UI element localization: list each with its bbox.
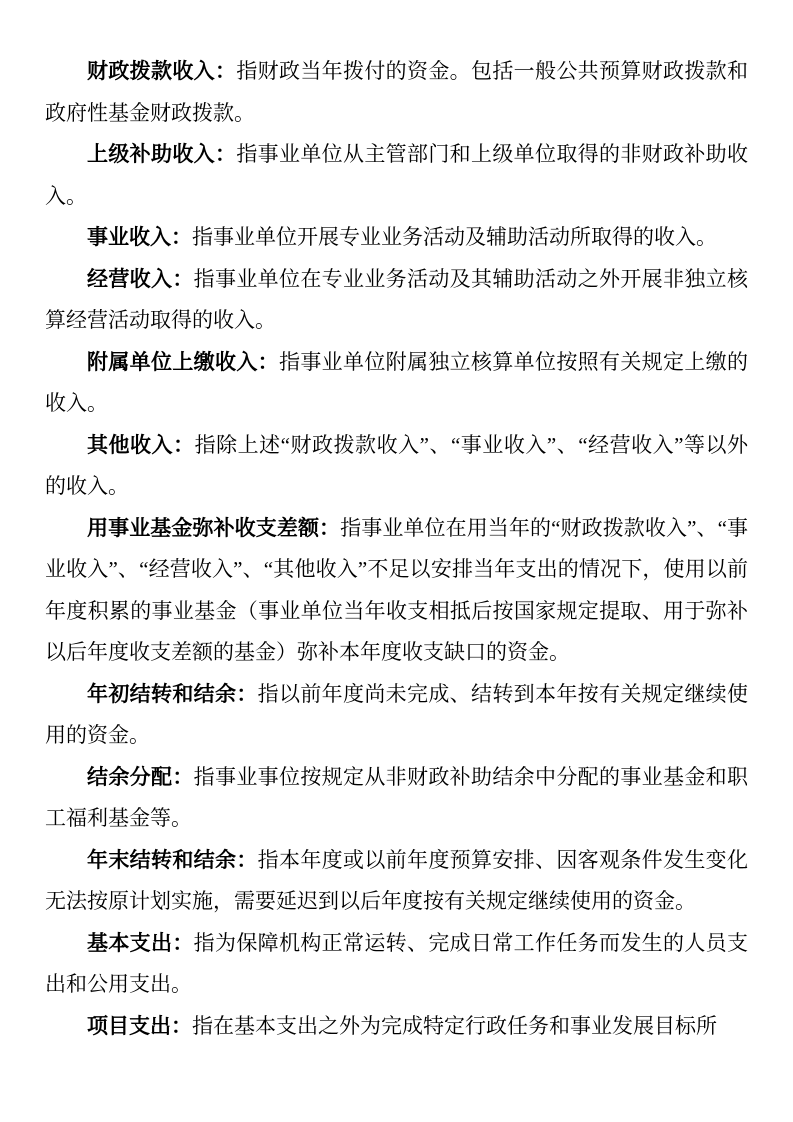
definition-text: 指本年度或以前年度预算安排、因客观条件发生变化无法按原计划实施，需要延迟到以后年度按有关规定继续使用的资金。 (45, 847, 749, 913)
definition-text: 指事业事位按规定从非财政补助结余中分配的事业基金和职工福利基金等。 (45, 764, 749, 830)
term-qita-shouru: 其他收入： (87, 433, 195, 457)
definition-text: 指财政当年拨付的资金。包括一般公共预算财政拨款和政府性基金财政拨款。 (45, 59, 749, 125)
definition-paragraph (45, 425, 748, 508)
term-xiangmu-zhichu: 项目支出： (87, 1014, 192, 1038)
term-jieyu-fenpei: 结余分配： (87, 765, 194, 789)
definition-text: 指事业单位开展专业业务活动及辅助活动所取得的收入。 (192, 225, 717, 249)
definition-text: 指事业单位在用当年的“财政拨款收入”、“事业收入”、“经营收入”、“其他收入”不足以安排当年支出的情况下，使用以前年度积累的事业基金（事业单位当年收支相抵后按国家规定提取、用于弥补以后年度收支差额的基金）弥补本年度收支缺口的资金。 (45, 515, 748, 664)
definition-text: 指在基本支出之外为完成特定行政任务和事业发展目标所 (192, 1013, 717, 1038)
definition-paragraph (45, 757, 748, 840)
term-caizheng-bokuan-shouru: 财政拨款收入： (87, 60, 237, 83)
term-jingying-shouru: 经营收入： (87, 267, 194, 291)
definition-paragraph (45, 342, 748, 425)
term-nianchu-jiezhuan-he-jieyu: 年初结转和结余： (87, 682, 258, 706)
definition-paragraph (45, 134, 748, 217)
definition-paragraph (45, 1006, 748, 1048)
term-shiye-shouru: 事业收入： (87, 226, 192, 249)
definition-text: 指以前年度尚未完成、结转到本年按有关规定继续使用的资金。 (45, 681, 749, 747)
definition-text: 指除上述“财政拨款收入”、“事业收入”、“经营收入”等以外的收入。 (45, 432, 748, 498)
definition-paragraph (45, 259, 748, 342)
term-yong-shiye-jijin-mibu-shouzhi-chae: 用事业基金弥补收支差额： (87, 516, 341, 540)
definition-paragraph (45, 840, 748, 923)
definition-paragraph (45, 923, 748, 1006)
definition-paragraph (45, 508, 748, 674)
term-jiben-zhichu: 基本支出： (87, 931, 194, 955)
term-shangji-buzhu-shouru: 上级补助收入： (87, 143, 237, 166)
definition-paragraph (45, 217, 748, 259)
definition-paragraph (45, 51, 748, 134)
term-fushu-danwei-shangjiao-shouru: 附属单位上缴收入： (87, 350, 279, 374)
definition-text: 指事业单位在专业业务活动及其辅助活动之外开展非独立核算经营活动取得的收入。 (45, 266, 749, 332)
definition-text: 指事业单位从主管部门和上级单位取得的非财政补助收入。 (45, 142, 749, 208)
definition-paragraph (45, 674, 748, 757)
definition-text: 指事业单位附属独立核算单位按照有关规定上缴的收入。 (45, 349, 748, 415)
definition-text: 指为保障机构正常运转、完成日常工作任务而发生的人员支出和公用支出。 (45, 930, 749, 996)
term-nianmo-jiezhuan-he-jieyu: 年末结转和结余： (87, 848, 258, 872)
